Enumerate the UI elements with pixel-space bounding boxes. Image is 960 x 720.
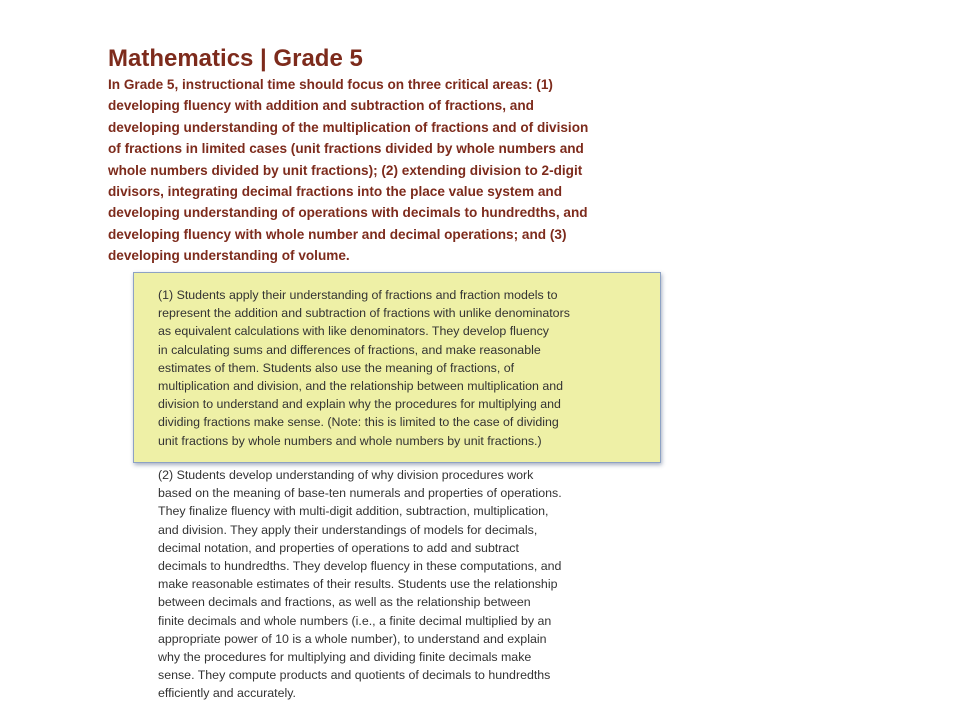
critical-area-1-paragraph bbox=[158, 286, 570, 450]
paragraph-line: dividing fractions make sense. (Note: this is limited to the case of dividing bbox=[158, 415, 559, 430]
intro-line: whole numbers divided by unit fractions); (2) extending division to 2-digit bbox=[108, 162, 583, 178]
paragraph-line: finite decimals and whole numbers (i.e., a finite decimal multiplied by an bbox=[158, 613, 552, 628]
intro-line: developing fluency with whole number and decimal operations; and (3) bbox=[108, 226, 567, 242]
intro-line: of fractions in limited cases (unit fractions divided by whole numbers and bbox=[108, 141, 584, 157]
paragraph-line: (2) Students develop understanding of why division procedures work bbox=[158, 468, 534, 482]
paragraph-line: between decimals and fractions, as well as the relationship between bbox=[158, 595, 531, 610]
critical-area-2-paragraph bbox=[158, 466, 562, 703]
intro-line: In Grade 5, instructional time should focus on three critical areas: (1) bbox=[108, 77, 553, 92]
paragraph-line: and division. They apply their understandings of models for decimals, bbox=[158, 522, 538, 537]
paragraph-line: in calculating sums and differences of fractions, and make reasonable bbox=[158, 342, 541, 357]
intro-line: developing understanding of volume. bbox=[108, 248, 350, 264]
intro-line: developing fluency with addition and subtraction of fractions, and bbox=[108, 98, 534, 114]
paragraph-line: based on the meaning of base-ten numerals and properties of operations. bbox=[158, 486, 562, 501]
paragraph-line: make reasonable estimates of their results. Students use the relationship bbox=[158, 577, 558, 592]
page-title: Mathematics | Grade 5 bbox=[108, 45, 363, 72]
paragraph-line: division to understand and explain why the procedures for multiplying and bbox=[158, 397, 561, 412]
paragraph-line: decimal notation, and properties of operations to add and subtract bbox=[158, 540, 519, 555]
intro-paragraph bbox=[108, 74, 628, 267]
paragraph-line: unit fractions by whole numbers and whole numbers by unit fractions.) bbox=[158, 433, 542, 448]
intro-line: developing understanding of the multiplication of fractions and of division bbox=[108, 119, 589, 135]
paragraph-line: estimates of them. Students also use the meaning of fractions, of bbox=[158, 360, 515, 375]
intro-line: divisors, integrating decimal fractions into the place value system and bbox=[108, 184, 563, 200]
paragraph-line: why the procedures for multiplying and dividing finite decimals make bbox=[158, 650, 532, 665]
intro-line: developing understanding of operations with decimals to hundredths, and bbox=[108, 205, 588, 221]
paragraph-line: They finalize fluency with multi-digit addition, subtraction, multiplication, bbox=[158, 504, 549, 519]
paragraph-line: as equivalent calculations with like denominators. They develop fluency bbox=[158, 324, 549, 339]
paragraph-line: decimals to hundredths. They develop fluency in these computations, and bbox=[158, 559, 562, 574]
paragraph-line: represent the addition and subtraction of fractions with unlike denominators bbox=[158, 306, 570, 321]
paragraph-line: appropriate power of 10 is a whole number), to understand and explain bbox=[158, 631, 547, 646]
paragraph-line: multiplication and division, and the relationship between multiplication and bbox=[158, 379, 564, 394]
paragraph-line: (1) Students apply their understanding of fractions and fraction models to bbox=[158, 288, 558, 302]
paragraph-line: efficiently and accurately. bbox=[158, 686, 296, 701]
paragraph-line: sense. They compute products and quotients of decimals to hundredths bbox=[158, 668, 551, 683]
